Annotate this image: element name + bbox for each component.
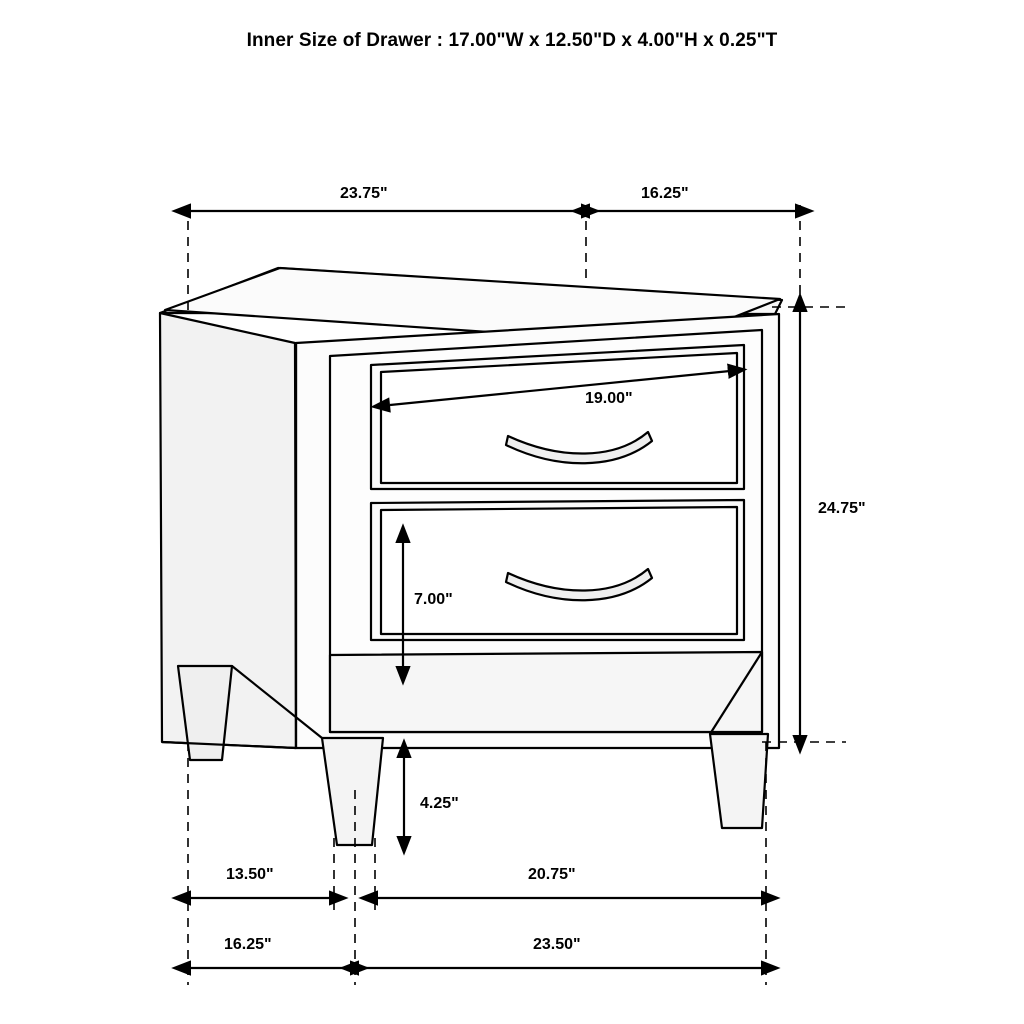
dim-label-top-back: 16.25" [641, 185, 689, 202]
leg-rear-left [178, 666, 232, 760]
dim-label-leg-height: 4.25" [420, 795, 459, 812]
dim-label-front-footprint: 23.50" [533, 936, 581, 953]
drawer-front-lower-inner [381, 507, 737, 634]
leg-front-left [322, 738, 383, 845]
dim-label-drawer-width: 19.00" [585, 390, 633, 407]
dim-label-top-front: 23.75" [340, 185, 388, 202]
dim-label-front-base: 20.75" [528, 866, 576, 883]
dim-label-lower-drawer-height: 7.00" [414, 591, 453, 608]
dim-label-left-footprint: 16.25" [224, 936, 272, 953]
leg-front-right [710, 734, 768, 828]
drawer-front-upper-inner [381, 353, 737, 483]
dim-label-overall-height: 24.75" [818, 500, 866, 517]
nightstand-illustration [160, 268, 782, 845]
bottom-rail [330, 652, 762, 732]
page-title: Inner Size of Drawer : 17.00"W x 12.50"D x 4.00"H x 0.25"T [246, 30, 778, 51]
dim-label-left-base: 13.50" [226, 866, 274, 883]
